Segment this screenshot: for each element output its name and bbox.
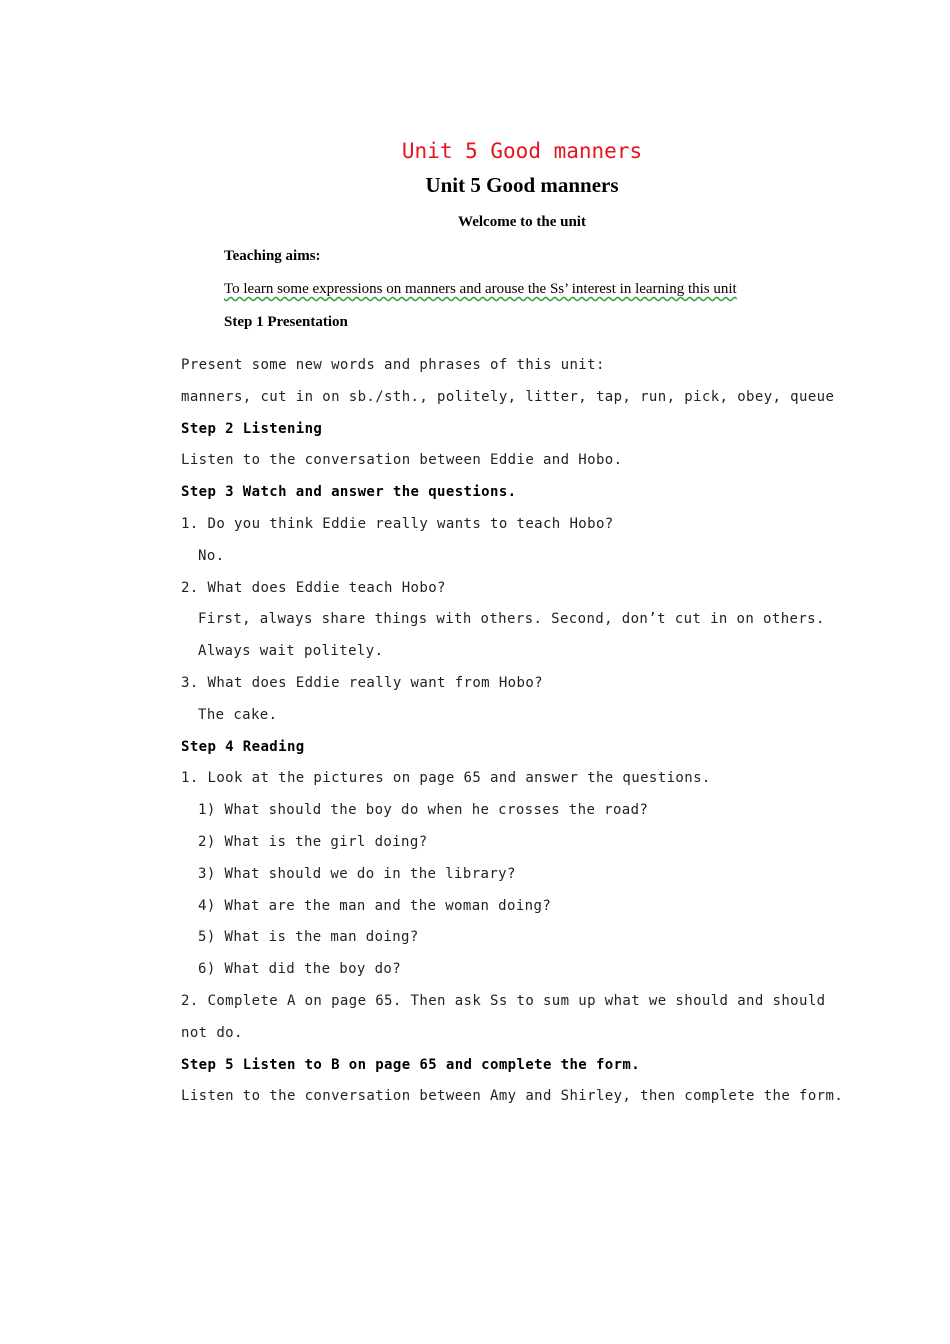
question-line: 2. What does Eddie teach Hobo? bbox=[181, 579, 446, 596]
answer-line: First, always share things with others. Second, don’t cut in on others. bbox=[198, 611, 825, 628]
task-line: 1. Look at the pictures on page 65 and answer the questions. bbox=[181, 770, 711, 787]
section-subtitle: Welcome to the unit bbox=[458, 214, 586, 230]
sub-question-line: 2) What is the girl doing? bbox=[198, 833, 428, 850]
unit-red-title: Unit 5 Good manners bbox=[401, 139, 643, 163]
vocabulary-line: manners, cut in on sb./sth., politely, litter, tap, run, pick, obey, queue bbox=[181, 388, 835, 405]
answer-line: The cake. bbox=[198, 706, 278, 723]
question-line: 1. Do you think Eddie really wants to teach Hobo? bbox=[181, 515, 614, 532]
task-line: not do. bbox=[181, 1024, 243, 1041]
teaching-aims-heading: Teaching aims: bbox=[224, 248, 321, 264]
body-line: Listen to the conversation between Eddie and Hobo. bbox=[181, 452, 623, 469]
body-line: Listen to the conversation between Amy and Shirley, then complete the form. bbox=[181, 1088, 844, 1105]
unit-title: Unit 5 Good manners bbox=[425, 173, 619, 197]
teaching-aims-text: To learn some expressions on manners and arouse the Ss’ interest in learning this unit bbox=[224, 281, 737, 297]
sub-question-line: 3) What should we do in the library? bbox=[198, 865, 516, 882]
step1-heading: Step 1 Presentation bbox=[224, 314, 348, 330]
answer-line: Always wait politely. bbox=[198, 643, 384, 660]
answer-line: No. bbox=[198, 547, 225, 564]
step5-heading: Step 5 Listen to B on page 65 and complete the form. bbox=[181, 1056, 641, 1073]
question-line: 3. What does Eddie really want from Hobo? bbox=[181, 674, 543, 691]
task-line: 2. Complete A on page 65. Then ask Ss to sum up what we should and should bbox=[181, 992, 826, 1009]
step2-heading: Step 2 Listening bbox=[181, 420, 323, 437]
step3-heading: Step 3 Watch and answer the questions. bbox=[181, 484, 517, 501]
lesson-body bbox=[181, 350, 844, 1113]
sub-question-line: 5) What is the man doing? bbox=[198, 929, 419, 946]
step4-heading: Step 4 Reading bbox=[181, 738, 305, 755]
sub-question-line: 1) What should the boy do when he crosses the road? bbox=[198, 802, 649, 819]
sub-question-line: 6) What did the boy do? bbox=[198, 961, 402, 978]
body-line: Present some new words and phrases of this unit: bbox=[181, 357, 605, 373]
sub-question-line: 4) What are the man and the woman doing? bbox=[198, 897, 552, 914]
